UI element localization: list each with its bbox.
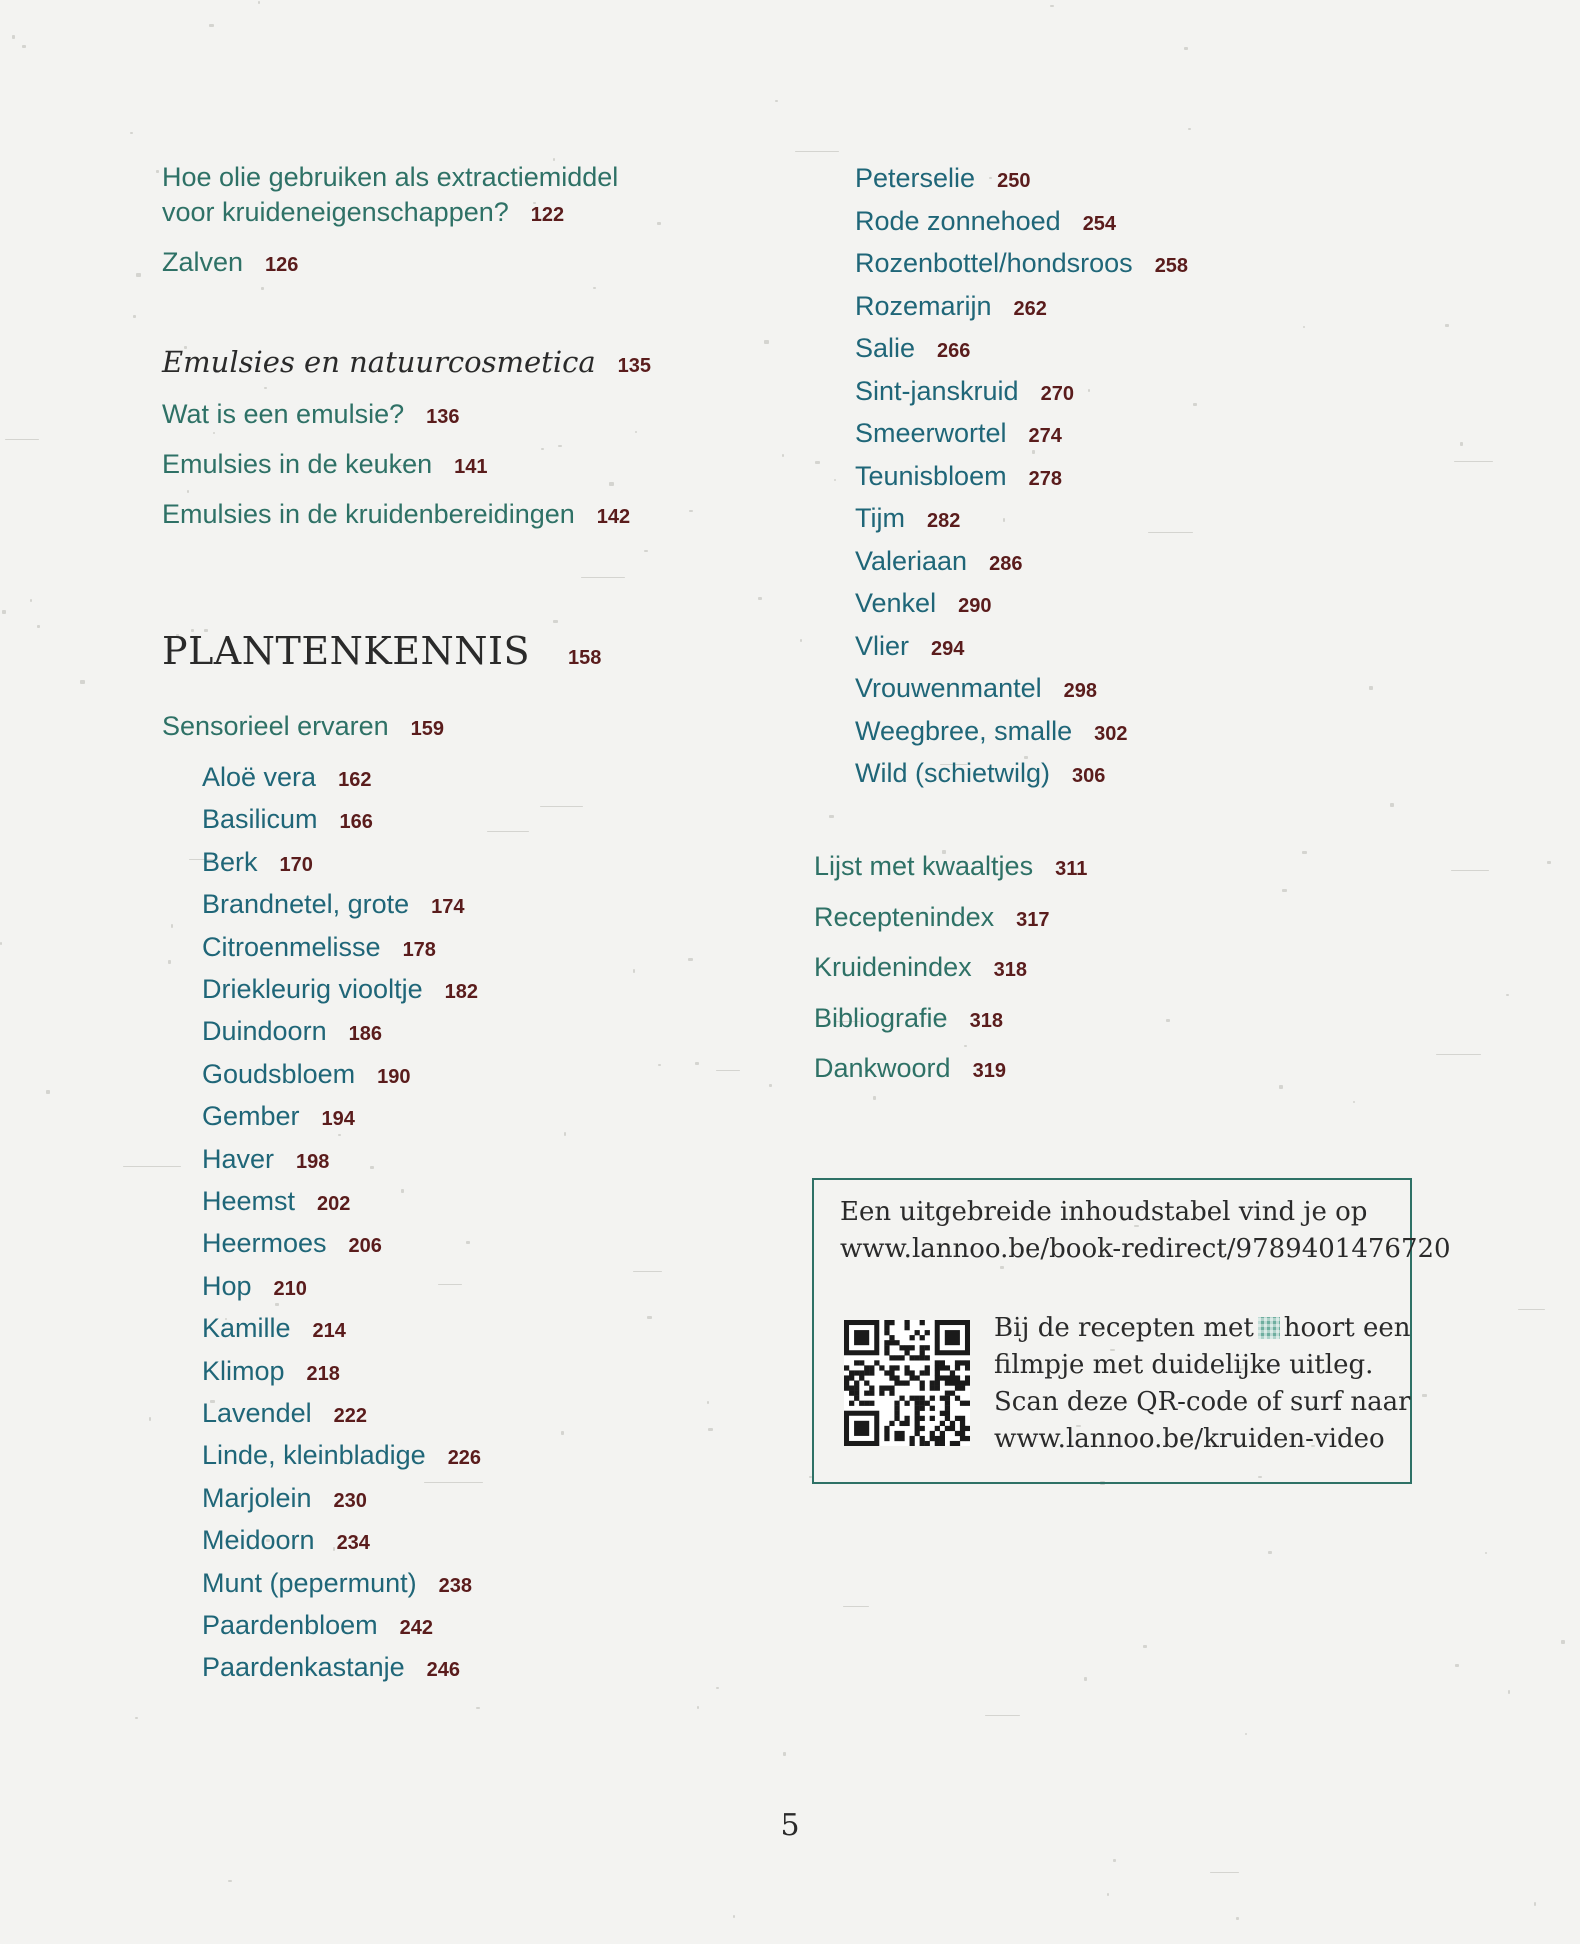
toc-page-number: 158: [568, 647, 602, 669]
toc-entry-label: Peterselie: [855, 163, 976, 193]
toc-plant-entry[interactable]: [202, 1184, 350, 1223]
toc-entry-label: voor kruideneigenschappen?: [162, 197, 509, 227]
paper-speck: [1508, 1690, 1510, 1694]
paper-speck: [401, 1189, 404, 1193]
paper-speck: [1390, 803, 1394, 807]
toc-plant-entry[interactable]: [202, 1269, 307, 1308]
toc-entry-label: Wild (schietwilg): [855, 758, 1051, 788]
toc-page-number: 282: [926, 510, 961, 532]
toc-page-number: 278: [1028, 467, 1062, 490]
toc-plant-entry[interactable]: [855, 756, 1105, 795]
paper-speck: [370, 1166, 374, 1169]
toc-entry-label: Duindoorn: [202, 1016, 327, 1047]
paper-speck: [688, 958, 693, 961]
toc-plant-entry[interactable]: [202, 972, 478, 1011]
toc-plant-entry[interactable]: [855, 714, 1127, 753]
paper-speck: [1166, 1019, 1170, 1022]
toc-plant-entry[interactable]: [202, 1226, 382, 1265]
toc-plant-entry[interactable]: [202, 1566, 472, 1605]
info-link-inhoudstabel[interactable]: www.lannoo.be/book-redirect/9789401476720: [840, 1234, 1451, 1264]
toc-plant-entry[interactable]: [202, 1057, 410, 1096]
toc-entry-label: Venkel: [855, 588, 937, 618]
toc-page-number: 226: [447, 1447, 482, 1470]
info-qr-text: Bij de recepten met: [994, 1313, 1254, 1343]
toc-page-number: 206: [348, 1235, 382, 1258]
paper-speck: [716, 1687, 719, 1689]
toc-page-number: 274: [1028, 425, 1062, 447]
paper-speck: [633, 1271, 662, 1272]
toc-entry-label: Rozenbottel/hondsroos: [855, 248, 1133, 278]
toc-page-number: 210: [273, 1277, 307, 1300]
paper-speck: [130, 132, 133, 134]
paper-speck: [783, 1752, 786, 1756]
toc-entry-label: Aloë vera: [202, 762, 317, 792]
toc-entry-label: Citroenmelisse: [202, 931, 381, 962]
toc-entry-label: Dankwoord: [814, 1053, 951, 1083]
toc-plant-entry[interactable]: [855, 161, 1030, 200]
paper-speck: [1353, 1101, 1355, 1103]
paper-speck: [1210, 1872, 1239, 1873]
toc-plant-entry[interactable]: [202, 1396, 367, 1435]
paper-speck: [985, 1715, 1020, 1716]
paper-speck: [487, 831, 529, 832]
toc-page-number: 142: [596, 506, 631, 528]
paper-speck: [1184, 47, 1188, 50]
paper-speck: [697, 1706, 699, 1709]
toc-page-number: 242: [399, 1617, 433, 1639]
toc-entry[interactable]: [814, 900, 1050, 939]
toc-entry-label: Linde, kleinbladige: [202, 1440, 426, 1471]
toc-page-number: 254: [1082, 212, 1117, 235]
toc-page-number: 290: [958, 595, 992, 617]
toc-page-number: 159: [410, 718, 445, 740]
toc-entry[interactable]: [162, 397, 459, 436]
paper-speck: [1050, 5, 1054, 7]
paper-speck: [1282, 889, 1287, 892]
paper-speck: [540, 806, 583, 807]
toc-entry-label: Vrouwenmantel: [855, 673, 1042, 703]
toc-entry-label: Paardenkastanje: [202, 1652, 405, 1683]
toc-page-number: 182: [444, 981, 478, 1003]
toc-plant-entry[interactable]: [855, 629, 964, 668]
paper-speck: [964, 1045, 967, 1047]
toc-entry-label: Salie: [855, 333, 916, 363]
toc-entry-label: Basilicum: [202, 804, 318, 835]
paper-speck: [171, 924, 173, 928]
paper-speck: [1506, 994, 1509, 996]
paper-speck: [775, 100, 778, 102]
paper-speck: [1107, 1893, 1109, 1896]
paper-speck: [261, 287, 264, 290]
paper-speck: [1369, 686, 1373, 690]
toc-page-number: 162: [338, 769, 372, 791]
paper-speck: [581, 577, 625, 578]
toc-plant-entry[interactable]: [202, 1608, 433, 1647]
qr-icon: [1258, 1317, 1280, 1339]
paper-speck: [633, 969, 635, 973]
toc-plant-entry[interactable]: [202, 845, 313, 884]
toc-plant-entry[interactable]: [855, 246, 1188, 285]
toc-page-number: 186: [348, 1023, 382, 1046]
toc-page-number: 311: [1055, 858, 1088, 880]
toc-page-number: 198: [296, 1150, 330, 1173]
toc-page-number: 194: [321, 1108, 355, 1131]
toc-page-number: 302: [1094, 722, 1128, 745]
paper-speck: [22, 45, 26, 48]
paper-speck: [593, 287, 596, 289]
toc-entry-label: Hoe olie gebruiken als extractiemiddel: [162, 162, 619, 192]
paper-speck: [30, 599, 32, 602]
toc-entry-label: Gember: [202, 1101, 300, 1132]
paper-speck: [1003, 518, 1005, 522]
paper-speck: [1193, 403, 1197, 406]
toc-plant-entry[interactable]: [855, 459, 1062, 498]
paper-speck: [647, 1316, 652, 1319]
toc-page-number: 202: [317, 1193, 351, 1215]
toc-entry[interactable]: [814, 849, 1087, 888]
toc-entry-label: Haver: [202, 1143, 275, 1174]
paper-speck: [258, 1, 260, 4]
toc-entry[interactable]: [162, 245, 298, 284]
toc-page-number: 250: [997, 170, 1031, 192]
paper-speck: [1422, 1394, 1427, 1397]
toc-page-number: 238: [438, 1574, 472, 1597]
toc-entry-label: Weegbree, smalle: [855, 715, 1073, 746]
paper-speck: [564, 1132, 566, 1136]
toc-page-number: 298: [1063, 680, 1097, 702]
toc-entry-label: Emulsies in de kruidenbereidingen: [162, 499, 575, 529]
paper-speck: [123, 1166, 181, 1167]
toc-entry-label: Teunisbloem: [855, 460, 1007, 491]
paper-speck: [644, 550, 648, 552]
toc-plant-entry[interactable]: [855, 289, 1047, 328]
paper-speck: [1302, 851, 1307, 854]
toc-plant-entry[interactable]: [855, 374, 1074, 413]
toc-entry-label: Paardenbloem: [202, 1610, 378, 1640]
toc-plant-entry[interactable]: [202, 760, 371, 799]
toc-plant-entry[interactable]: [855, 544, 1022, 583]
toc-page-number: 266: [937, 340, 971, 362]
toc-plant-entry[interactable]: [202, 802, 373, 841]
toc-section-label: PLANTENKENNIS: [162, 629, 531, 673]
toc-entry-label: Lavendel: [202, 1398, 312, 1428]
paper-speck: [209, 24, 214, 27]
toc-plant-entry[interactable]: [202, 1099, 355, 1138]
toc-heading-label: Emulsies en natuurcosmetica: [162, 345, 596, 379]
toc-page-number: 318: [969, 1009, 1003, 1032]
toc-entry-label: Wat is een emulsie?: [162, 399, 405, 429]
toc-entry-label: Smeerwortel: [855, 418, 1007, 448]
paper-speck: [561, 1431, 564, 1435]
toc-entry-label: Rozemarijn: [855, 290, 992, 321]
paper-speck: [609, 482, 614, 486]
toc-plant-entry[interactable]: [855, 331, 970, 370]
toc-entry-label: Marjolein: [202, 1482, 312, 1513]
toc-entry-label: Rode zonnehoed: [855, 205, 1061, 236]
paper-speck: [156, 170, 159, 173]
toc-section-plantenkennis[interactable]: [162, 628, 601, 683]
toc-page-number: 214: [312, 1320, 346, 1343]
toc-plant-entry[interactable]: [202, 930, 436, 969]
toc-plant-entry[interactable]: [202, 1438, 481, 1477]
paper-speck: [1485, 1552, 1487, 1554]
toc-entry-label: Goudsbloem: [202, 1058, 356, 1089]
toc-entry[interactable]: [162, 447, 488, 486]
toc-entry[interactable]: [814, 1001, 1003, 1040]
toc-page-number: 319: [972, 1060, 1006, 1082]
paper-speck: [764, 340, 769, 344]
info-qr-line-2: filmpje met duidelijke uitleg.: [994, 1350, 1374, 1380]
paper-speck: [46, 1090, 50, 1094]
paper-speck: [1236, 1917, 1239, 1920]
paper-speck: [758, 597, 762, 600]
paper-speck: [1279, 1085, 1283, 1089]
toc-entry-label: Zalven: [162, 247, 244, 277]
paper-speck: [187, 490, 189, 493]
qr-code[interactable]: [844, 1320, 970, 1446]
toc-plant-entry[interactable]: [202, 1142, 329, 1181]
toc-plant-entry[interactable]: [202, 1650, 460, 1689]
paper-speck: [1245, 1733, 1247, 1735]
paper-speck: [1436, 1054, 1481, 1055]
toc-plant-entry[interactable]: [202, 1523, 370, 1562]
toc-entry-label: Lijst met kwaaltjes: [814, 851, 1034, 881]
toc-page-number: 190: [377, 1065, 411, 1088]
paper-speck: [1445, 324, 1449, 327]
paper-speck: [689, 510, 693, 512]
toc-page-number: 262: [1013, 297, 1047, 320]
toc-page-number: 135: [617, 355, 652, 377]
paper-speck: [657, 222, 661, 225]
toc-entry-label: Kruidenindex: [814, 952, 972, 982]
toc-sensorieel[interactable]: [162, 709, 444, 748]
paper-speck: [168, 960, 171, 964]
toc-plant-entry[interactable]: [855, 204, 1116, 243]
paper-speck: [466, 1241, 470, 1244]
toc-entry-label: Kamille: [202, 1313, 291, 1344]
paper-speck: [149, 1417, 151, 1421]
toc-page-number: 230: [333, 1489, 367, 1512]
toc-entry-label: Heemst: [202, 1186, 296, 1216]
paper-speck: [1518, 1309, 1545, 1310]
paper-speck: [1303, 326, 1305, 328]
paper-speck: [1148, 532, 1193, 533]
toc-entry-label: Vlier: [855, 630, 910, 661]
paper-speck: [1455, 1664, 1459, 1667]
paper-speck: [1113, 1859, 1116, 1862]
toc-plant-entry[interactable]: [202, 1354, 340, 1393]
toc-page-number: 170: [279, 853, 313, 876]
toc-plant-entry[interactable]: [855, 586, 991, 625]
paper-speck: [782, 454, 784, 457]
paper-speck: [1460, 442, 1463, 446]
paper-speck: [1143, 1645, 1147, 1648]
paper-speck: [795, 151, 839, 152]
toc-entry-label: Sensorieel ervaren: [162, 711, 389, 741]
paper-speck: [135, 1717, 138, 1719]
toc-page-number: 218: [306, 1362, 340, 1385]
paper-speck: [800, 639, 802, 642]
toc-page-number: 318: [993, 959, 1027, 981]
toc-plant-entry[interactable]: [202, 887, 465, 926]
toc-page-number: 286: [989, 552, 1023, 575]
toc-plant-entry[interactable]: [855, 416, 1062, 455]
toc-entry-label: Munt (pepermunt): [202, 1567, 417, 1598]
toc-page-number: 234: [336, 1532, 370, 1555]
paper-speck: [438, 1284, 462, 1285]
paper-speck: [12, 35, 15, 39]
paper-speck: [1547, 861, 1551, 864]
info-qr-line-3: Scan deze QR-code of surf naar: [994, 1387, 1411, 1417]
toc-entry-label: Receptenindex: [814, 901, 995, 932]
paper-speck: [769, 1084, 772, 1087]
toc-plant-entry[interactable]: [202, 1481, 367, 1520]
info-qr-line-1: [994, 1310, 1411, 1347]
toc-entry-label: Klimop: [202, 1355, 285, 1386]
toc-plant-entry[interactable]: [855, 501, 960, 540]
toc-entry-label: Berk: [202, 846, 258, 877]
paper-speck: [424, 1482, 483, 1483]
paper-speck: [1268, 1551, 1272, 1554]
toc-page-number: 294: [931, 637, 965, 660]
toc-entry-label: Heermoes: [202, 1228, 327, 1259]
toc-entry-label: Hop: [202, 1270, 252, 1301]
toc-entry-label: Sint-janskruid: [855, 375, 1019, 406]
toc-entry-label: Tijm: [855, 503, 905, 533]
toc-plant-entry[interactable]: [202, 1014, 382, 1053]
toc-entry-label: Emulsies in de keuken: [162, 449, 433, 479]
info-link-video[interactable]: www.lannoo.be/kruiden-video: [994, 1424, 1385, 1454]
paper-speck: [658, 1064, 661, 1066]
toc-page-number: 122: [530, 204, 565, 226]
toc-heading-emulsies[interactable]: [162, 345, 651, 385]
paper-speck: [1084, 1677, 1087, 1681]
toc-page-number: 258: [1154, 255, 1189, 277]
paper-speck: [843, 1606, 869, 1607]
paper-speck: [635, 431, 637, 433]
toc-page-number: 141: [454, 456, 488, 478]
paper-speck: [716, 1070, 740, 1071]
toc-entry-label: Driekleurig viooltje: [202, 974, 423, 1004]
info-box: [812, 1178, 1451, 1484]
toc-page-number: 306: [1072, 765, 1106, 787]
paper-speck: [37, 625, 40, 628]
paper-speck: [476, 1707, 480, 1709]
paper-speck: [228, 1880, 232, 1882]
paper-speck: [829, 815, 834, 818]
paper-speck: [834, 479, 836, 481]
toc-page-number: 126: [265, 254, 299, 276]
paper-speck: [264, 387, 267, 389]
paper-speck: [873, 1096, 876, 1100]
paper-speck: [0, 942, 2, 945]
toc-page-number: 317: [1016, 908, 1050, 931]
toc-page-number: 136: [426, 406, 460, 428]
toc-entry-label: Meidoorn: [202, 1525, 315, 1556]
paper-speck: [80, 680, 85, 684]
toc-entry[interactable]: [162, 160, 618, 199]
toc-entry-label: Brandnetel, grote: [202, 889, 410, 920]
toc-page-number: 270: [1040, 382, 1074, 405]
toc-page-number: 174: [431, 896, 465, 919]
toc-entry[interactable]: [162, 195, 564, 234]
paper-speck: [695, 1062, 699, 1065]
toc-plant-entry[interactable]: [855, 671, 1097, 710]
toc-entry[interactable]: [162, 497, 630, 536]
paper-speck: [733, 1915, 735, 1918]
toc-entry-label: Bibliografie: [814, 1002, 948, 1033]
info-qr-text: hoort een: [1283, 1313, 1411, 1343]
paper-speck: [1561, 1640, 1565, 1644]
paper-speck: [5, 439, 39, 440]
paper-speck: [1454, 461, 1493, 462]
paper-speck: [815, 461, 820, 464]
toc-page-number: 166: [339, 811, 373, 834]
paper-speck: [2, 610, 6, 614]
toc-page-number: 178: [402, 938, 436, 961]
paper-speck: [558, 445, 562, 447]
paper-speck: [541, 448, 544, 450]
toc-plant-entry[interactable]: [202, 1311, 346, 1350]
paper-speck: [136, 273, 141, 277]
paper-speck: [1188, 128, 1191, 130]
page-number: 5: [780, 1808, 800, 1843]
paper-speck: [708, 1428, 713, 1431]
toc-entry[interactable]: [814, 950, 1027, 989]
paper-speck: [707, 1401, 709, 1404]
info-line-1: Een uitgebreide inhoudstabel vind je op: [840, 1197, 1368, 1227]
paper-speck: [553, 620, 558, 623]
toc-entry[interactable]: [814, 1051, 1006, 1090]
paper-speck: [1451, 870, 1489, 871]
toc-page-number: 222: [333, 1405, 367, 1427]
paper-speck: [1534, 1902, 1536, 1906]
toc-page-number: 246: [426, 1659, 461, 1682]
toc-entry-label: Valeriaan: [855, 545, 968, 576]
paper-speck: [133, 315, 136, 318]
paper-speck: [1088, 389, 1090, 392]
